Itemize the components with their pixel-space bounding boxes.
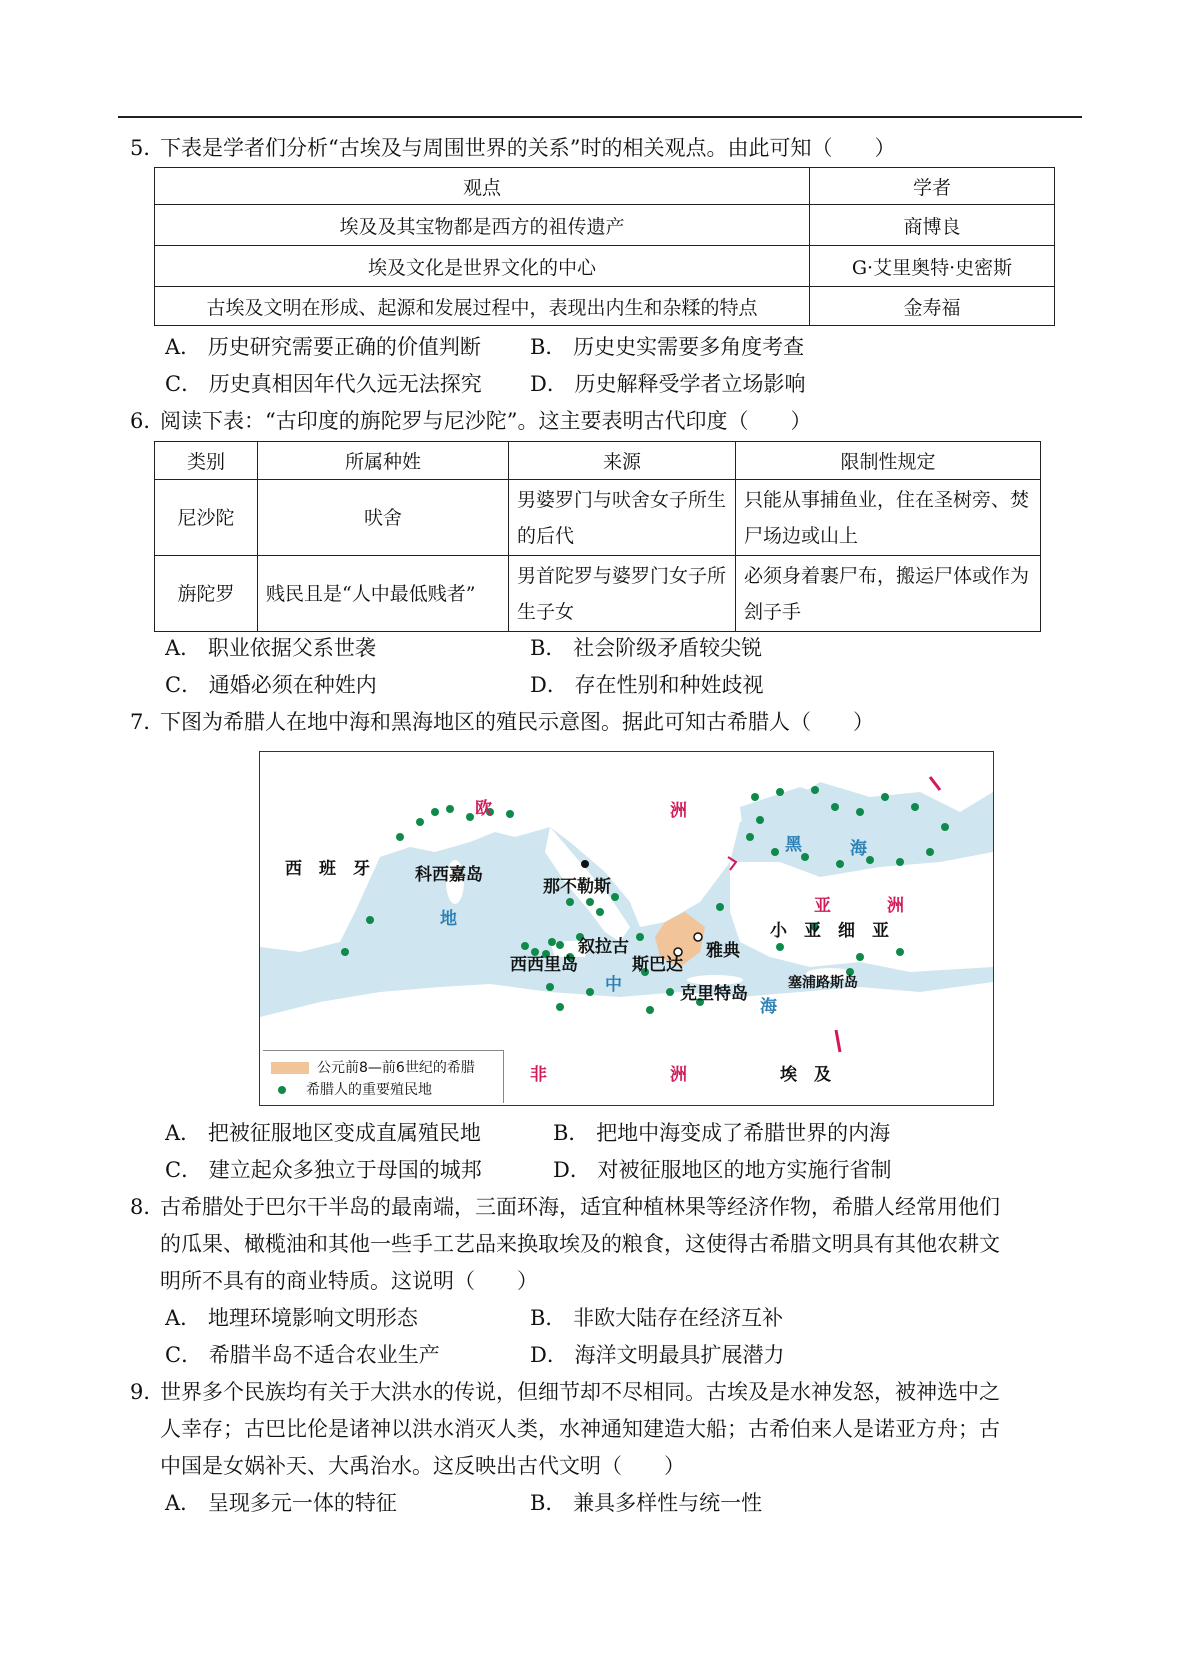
map-label-spain: 西 班 牙 [285, 859, 370, 879]
table-header-cell: 来源 [509, 442, 736, 480]
map-label-asia-2: 洲 [887, 896, 904, 916]
table-header-cell: 学者 [810, 168, 1055, 205]
map-label-black-2: 海 [850, 839, 867, 859]
legend-swatch-greece [271, 1062, 309, 1074]
table-cell: 古埃及文明在形成、起源和发展过程中，表现出内生和杂糅的特点 [155, 287, 810, 326]
table-header-cell: 所属种姓 [258, 442, 509, 480]
option-d[interactable]: D． 存在性别和种姓歧视 [530, 673, 764, 697]
question-text-line: 中国是女娲补天、大禹治水。这反映出古代文明（ ） [160, 1454, 685, 1478]
question-number: 5． [130, 136, 165, 160]
option-a[interactable]: A． 历史研究需要正确的价值判断 [165, 335, 481, 359]
map-label-asia-minor: 小 亚 细 亚 [770, 921, 889, 941]
table-header-cell: 类别 [155, 442, 258, 480]
table-header-cell: 观点 [155, 168, 810, 205]
option-a[interactable]: A． 呈现多元一体的特征 [165, 1491, 397, 1515]
table-header-row [155, 442, 1041, 480]
map-label-africa-2: 洲 [670, 1065, 687, 1085]
question-5 [130, 130, 895, 167]
legend-dot-colony [278, 1086, 286, 1094]
table-row [155, 480, 1041, 556]
table-header-row [155, 168, 1055, 205]
option-c[interactable]: C． 通婚必须在种姓内 [165, 673, 377, 697]
option-d[interactable]: D． 海洋文明最具扩展潜力 [530, 1343, 785, 1367]
option-b[interactable]: B． 社会阶级矛盾较尖锐 [530, 636, 763, 660]
map-label-asia-1: 亚 [814, 896, 831, 916]
table-cell: 埃及文化是世界文化的中心 [155, 246, 810, 287]
table-cell: 尼沙陀 [155, 480, 258, 556]
map-label-sicily: 西西里岛 [510, 955, 578, 975]
q5-table [154, 167, 1055, 326]
question-text: 阅读下表：“古印度的旃陀罗与尼沙陀”。这主要表明古代印度（ ） [160, 409, 812, 433]
table-cell: 必须身着裹尸布，搬运尸体或作为刽子手 [736, 556, 1041, 632]
map-label-black-1: 黑 [785, 835, 802, 855]
map-label-syracuse: 叙拉古 [578, 937, 629, 957]
question-text-line: 世界多个民族均有关于大洪水的传说，但细节却不尽相同。古埃及是水神发怒，被神选中之 [160, 1380, 1000, 1404]
map-label-hai: 海 [760, 997, 777, 1017]
map-label-europe-1: 欧 [475, 799, 492, 819]
question-number: 9． [130, 1380, 165, 1404]
colonization-map [259, 751, 994, 1106]
map-legend [263, 1050, 504, 1103]
question-7 [130, 704, 874, 741]
table-cell: 只能从事捕鱼业，住在圣树旁、焚尸场边或山上 [736, 480, 1041, 556]
question-text: 下表是学者们分析“古埃及与周围世界的关系”时的相关观点。由此可知（ ） [160, 136, 896, 160]
header-rule [118, 116, 1082, 118]
option-d[interactable]: D． 历史解释受学者立场影响 [530, 372, 806, 396]
question-8 [130, 1189, 1082, 1300]
map-label-crete: 克里特岛 [680, 984, 748, 1004]
option-c[interactable]: C． 建立起众多独立于母国的城邦 [165, 1158, 482, 1182]
option-c[interactable]: C． 历史真相因年代久远无法探究 [165, 372, 482, 396]
question-text-line: 古希腊处于巴尔干半岛的最南端，三面环海，适宜种植林果等经济作物，希腊人经常用他们 [160, 1195, 1000, 1219]
table-row [155, 205, 1055, 246]
map-label-sparta: 斯巴达 [632, 955, 683, 975]
map-label-europe-2: 洲 [670, 801, 687, 821]
option-b[interactable]: B． 非欧大陆存在经济互补 [530, 1306, 784, 1330]
map-label-athens: 雅典 [706, 941, 740, 961]
table-cell: 金寿福 [810, 287, 1055, 326]
question-6 [130, 403, 811, 440]
map-label-di: 地 [440, 909, 457, 929]
question-9 [130, 1374, 1082, 1485]
map-label-corsica: 科西嘉岛 [415, 865, 483, 885]
table-row [155, 556, 1041, 632]
table-header-cell: 限制性规定 [736, 442, 1041, 480]
table-cell: 贱民且是“人中最低贱者” [258, 556, 509, 632]
question-number: 6． [130, 409, 165, 433]
question-number: 7． [130, 710, 165, 734]
question-number: 8． [130, 1195, 165, 1219]
question-text-line: 的瓜果、橄榄油和其他一些手工艺品来换取埃及的粮食，这使得古希腊文明具有其他农耕文 [160, 1232, 1000, 1256]
q6-table [154, 441, 1041, 632]
table-cell: 旃陀罗 [155, 556, 258, 632]
table-cell: 商博良 [810, 205, 1055, 246]
question-text-line: 人幸存；古巴比伦是诸神以洪水消灭人类，水神通知建造大船；古希伯来人是诺亚方舟；古 [160, 1417, 1000, 1441]
table-cell: 吠舍 [258, 480, 509, 556]
question-text: 下图为希腊人在地中海和黑海地区的殖民示意图。据此可知古希腊人（ ） [160, 710, 874, 734]
option-a[interactable]: A． 把被征服地区变成直属殖民地 [165, 1121, 481, 1145]
table-cell: 男首陀罗与婆罗门女子所生子女 [509, 556, 736, 632]
option-b[interactable]: B． 兼具多样性与统一性 [530, 1491, 763, 1515]
table-cell: 男婆罗门与吠舍女子所生的后代 [509, 480, 736, 556]
map-label-zhong: 中 [605, 975, 622, 995]
table-cell: 埃及及其宝物都是西方的祖传遗产 [155, 205, 810, 246]
option-c[interactable]: C． 希腊半岛不适合农业生产 [165, 1343, 440, 1367]
option-b[interactable]: B． 把地中海变成了希腊世界的内海 [553, 1121, 891, 1145]
option-a[interactable]: A． 职业依据父系世袭 [165, 636, 376, 660]
map-label-africa-1: 非 [530, 1065, 547, 1085]
map-label-egypt: 埃 及 [780, 1065, 831, 1085]
table-row [155, 246, 1055, 287]
legend-greece: 公元前8—前6世纪的希腊 [271, 1057, 475, 1077]
question-text-line: 明所不具有的商业特质。这说明（ ） [160, 1269, 538, 1293]
option-a[interactable]: A． 地理环境影响文明形态 [165, 1306, 418, 1330]
legend-colony: 希腊人的重要殖民地 [263, 1079, 432, 1099]
table-row [155, 287, 1055, 326]
option-b[interactable]: B． 历史史实需要多角度考查 [530, 335, 805, 359]
option-d[interactable]: D． 对被征服地区的地方实施行省制 [553, 1158, 892, 1182]
map-label-naples: 那不勒斯 [543, 877, 611, 897]
map-label-cyprus: 塞浦路斯岛 [788, 975, 858, 991]
table-cell: G·艾里奥特·史密斯 [810, 246, 1055, 287]
